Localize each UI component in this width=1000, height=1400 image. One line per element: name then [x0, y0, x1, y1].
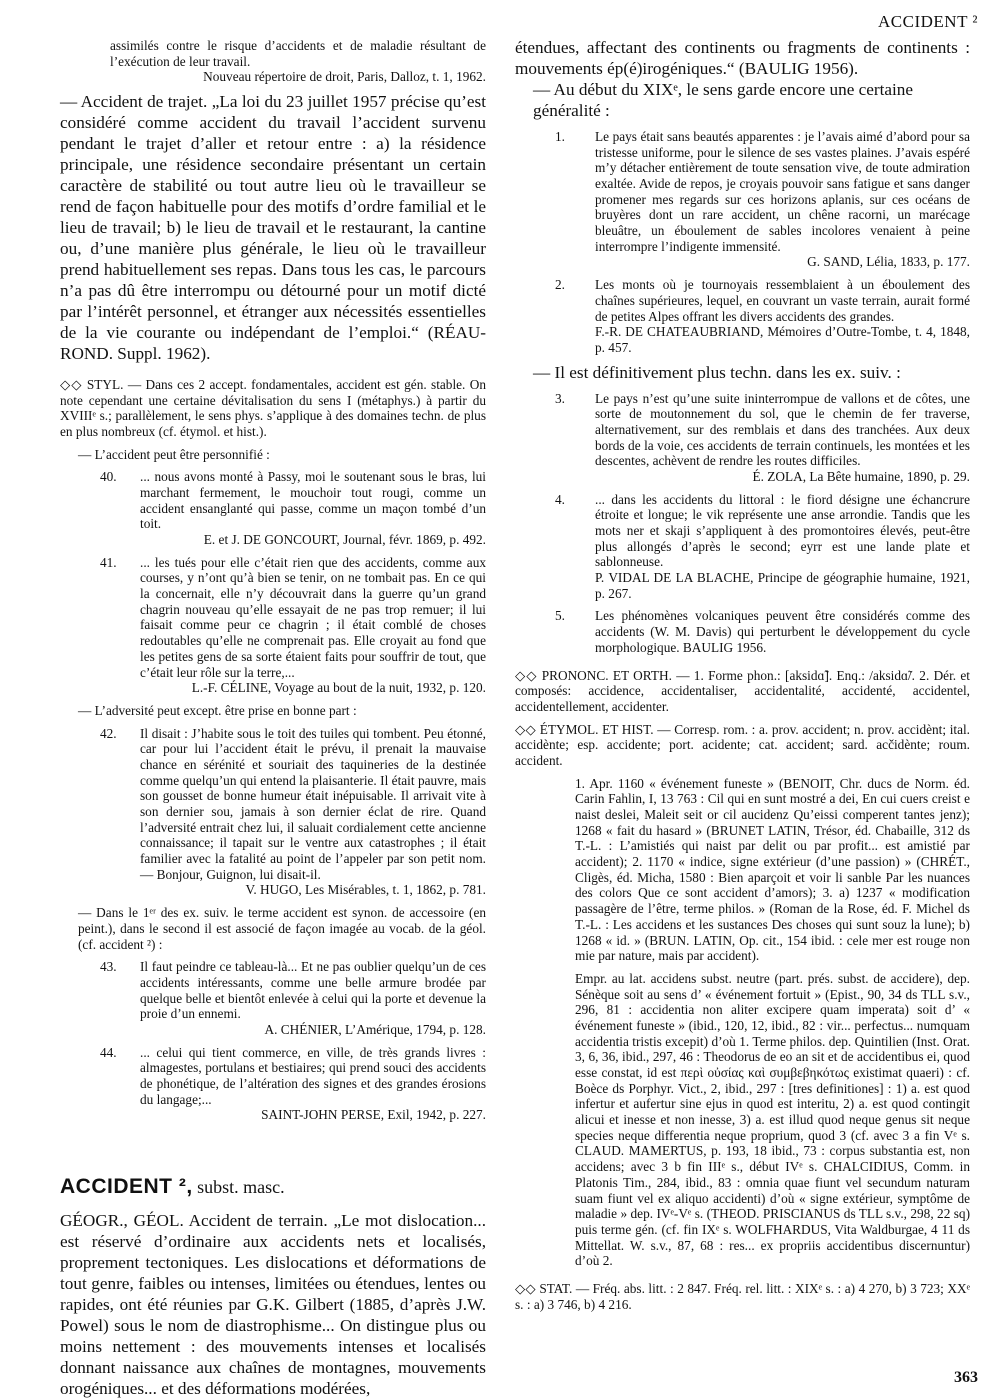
headword-title: ACCIDENT ²,: [60, 1175, 193, 1199]
example-text: Les monts où je tournoyais ressemblaient à un éboulement des chaînes supérieures, lequel, en couvrant un vaste terrain, aurait formé de petites Alpes offrant les divers accidents des grandes.: [595, 277, 970, 324]
sense-note: — L’accident peut être personnifié :: [78, 446, 270, 462]
citation-source: Nouveau répertoire de droit, Paris, Dalloz, t. 1, 1962.: [203, 69, 486, 85]
history-paragraph: 1. Apr. 1160 « événement funeste » (BENOIT, Chr. ducs de Norm. éd. Carin Fahlin, I, 13 763 : Cil qui en sunt mostré a dei, En cui cuers creist e naist deslei, Maleit seit or cil aucidenz Qu’eissi comperent tantes jenz); 1268 « fait du hasard » (BRUNET LATIN, Trésor, éd. Chabaille, 312 ds T.-L. : L’amistiés qui naist par delit ou par profit... est amistié par accident); 2. 1170 « indice, signe extérieur (d’une passion) » (CHRÉT., Cligès, éd. Micha, 1580 : Bien aparçoit et voir li sanble Par les nuances des colors Que ce sont accident d’amors); 3. a) 1237 « modification passagère de l’être, terme philos. » (Roman de la Rose, éd. F. Michel ds T.-L. : Les accidens et les sustances Des choses qui sunt souz la lune); b) 1268 « id. » (BRUN. LATIN, Op. cit., 154 ibid. : cele mer est rouge non mie par nature, mais par accident).: [575, 775, 970, 964]
example-43: [60, 959, 486, 1037]
example-text: Les phénomènes volcaniques peuvent être considérés comme des accidents (W. M. Davis) qui perturbent le développement du cycle morphologique. BAULIG 1956.: [595, 608, 970, 655]
example-4: [515, 492, 970, 602]
example-5: [515, 608, 970, 655]
example-number: 4.: [555, 491, 565, 507]
right-column: [515, 38, 970, 1312]
example-1: [515, 129, 970, 270]
example-text: ... nous avons monté à Passy, moi le soutenant sous le bras, lui marchant fermement, le mouchoir tout rougi, comme un accident ensanglanté qui passe, comme un maçon tombé d’un toit.: [140, 469, 486, 532]
sense-note: — Il est définitivement plus techn. dans les ex. suiv. :: [533, 362, 901, 382]
sense-note: — L’adversité peut except. être prise en bonne part :: [78, 702, 357, 718]
text-paragraph: étendues, affectant des continents ou fragments de continents : mouvements ép(é)irogéniques.“ (BAULIG 1956).: [515, 38, 970, 78]
example-text: Il disait : J’habite sous le toit des tuiles qui tombent. Peu étonné, car pour lui l’accident était le prévu, il prenait la mauvaise chance en sérénité et souriait des taquineries de la destinée comme quelqu’un qui entend la plaisanterie. Il était pauvre, mais son gousset de bonne humeur était inépuisable. Il arrivait vite à son dernier sou, jamais à son dernier éclat de rire. Quand l’adversité entrait chez lui, il saluait cordialement cette ancienne connaissance; il tapait sur le ventre aux catastrophes ; il était familier avec la fatalité au point de l’appeler par son petit nom. — Bonjour, Guignon, lui disait-il.: [140, 725, 486, 882]
example-text: ... dans les accidents du littoral : le fiord désigne une échancrure étroite et longue; le vik représente une anse arrondie. Tandis que les mots ner et skaji s’appliquent à des promontoires élevés, peut-être plus allongés d’après le second; eyrr est une lande plate et sablonneuse.: [595, 491, 970, 570]
citation-source: L.-F. CÉLINE, Voyage au bout de la nuit, 1932, p. 120.: [191, 680, 486, 696]
example-40: [60, 469, 486, 547]
example-text: Le pays était sans beautés apparentes : je l’avais aimé d’abord pour sa tristesse uniforme, pour le silence de ses vastes plaines. J’avais espéré m’y détacher entièrement de toute sensation vive, de toute admiration exaltée. Avide de repos, je croyais pouvoir sans fatigue et sans danger promener mes regards sur ces horizons aplanis, sur ces océans de bruyères dont un rare accident, un chêne racorni, un marécage bleuâtre, un éboulement de sables incolores venaient à peine interrompre l’indigente immensité.: [595, 128, 970, 254]
example-3: [515, 391, 970, 485]
left-column: [60, 38, 486, 1400]
citation-source: SAINT-JOHN PERSE, Exil, 1942, p. 227.: [261, 1107, 486, 1123]
styl-section: ◇◇ STYL. — Dans ces 2 accept. fondamentales, accident est gén. stable. On note cependant une certaine dévitalisation du sens I (métaphys.) à partir du XVIIIᵉ s.; parallèlement, le sens phys. s’applique à des domaines techn. de plus en plus nombreux (cf. étymol. et hist.).: [60, 376, 486, 439]
example-2: [515, 277, 970, 355]
example-number: 1.: [555, 128, 565, 144]
running-title: ACCIDENT ²: [878, 12, 978, 31]
stat-section: ◇◇ STAT. — Fréq. abs. litt. : 2 847. Fréq. rel. litt. : XIXᵉ s. : a) 4 270, b) 3 723; XXᵉ s. : a) 3 746, b) 4 216.: [515, 1280, 970, 1312]
citation-source: P. VIDAL DE LA BLACHE, Principe de géographie humaine, 1921, p. 267.: [595, 570, 970, 601]
text-paragraph: assimilés contre le risque d’accidents et de maladie résultant de l’exécution de leur travail.: [110, 38, 486, 69]
sense-note: — Au début du XIXᵉ, le sens garde encore une certaine généralité :: [533, 79, 914, 120]
citation-source: E. et J. DE GONCOURT, Journal, févr. 1869, p. 492.: [203, 532, 486, 548]
example-number: 44.: [100, 1044, 117, 1060]
history-paragraph: Empr. au lat. accidens subst. neutre (part. prés. subst. de accidere), dep. Sénèque soit au sens d’ « événement fortuit » (Epist., 90, 34 ds TLL s.v., 296, 81 : accidentia non aliter excipere quam imperata) soit d’ « événement funeste » (ibid., 120, 12, ibid., 82 : vir... perfectus... numquam accidentia tristis excepit) d’où 1. Terme philos. dep. Quintilien (Inst. Orat. 3, 6, 36, ibid., 297, 46 : Theodorus de eo an sit et de accidentibus ei, quod esse constat, id est περὶ οὐσίας καὶ συμβεβηκότως existimat quaeri) : cf. Boèce ds Porphyr. Vict., 2, ibid., 297 : [tres definitiones] : 1) a. est quod infertur et aufertur sine ejus in quod est interitu, 2) a. est quod contingit alicui et inesse et non inesse, 3) a. est illud quod neque genus sit neque species neque differentia neque proprium, quod 3 (cf. avec 3 a fin Vᵉ s. CLAUD. MAMERTUS, p. 193, 18 ibid., 73 : corpus substantia est, non accidens; avec 3 b fin IIIᵉ s., début IVᵉ s. CHALCIDIUS, Comm. in Platonis Tim., 284, ibid., 83 : omnia quae fiunt vel secundum naturam suam fiunt vel ex aliquo accidenti) d’où « signe extérieur, symptôme de maladie » dep. IVᵉ-Vᵉ s. (THEOD. PRISCIANUS ds TLL s.v., 298, 22 sq) puis terme gén. (cf. fin IXᵉ s. WOLFHARDUS, Vita Waldburgae, 4 11 ds Mittellat. W. s.v., 87, 68 : res... ex propriis accidentibus discernuntur) d’où 2.: [575, 970, 970, 1269]
example-number: 41.: [100, 554, 117, 570]
example-number: 2.: [555, 277, 565, 293]
prononc-section: ◇◇ PRONONC. ET ORTH. — 1. Forme phon.: [aksidɑ̃]. Enq.: /aksidɑ̃/. 2. Dér. et composés: accidence, accidentaliser, accidentalité, accidenté, accidentel, accidentellement, accidenter.: [515, 667, 970, 714]
sense-note: — Dans le 1ᵉʳ des ex. suiv. le terme accident est synon. de accessoire (en peint.), dans le second il est associé de façon imagée au vocab. de la géol. (cf. accident ²) :: [78, 905, 486, 952]
example-number: 40.: [100, 469, 117, 485]
citation-source: F.-R. DE CHATEAUBRIAND, Mémoires d’Outre-Tombe, t. 4, 1848, p. 457.: [595, 324, 970, 355]
page-number: 363: [954, 1369, 978, 1386]
example-number: 43.: [100, 959, 117, 975]
headword-grammar: subst. masc.: [192, 1177, 285, 1198]
example-number: 5.: [555, 608, 565, 624]
citation-source: V. HUGO, Les Misérables, t. 1, 1862, p. 781.: [245, 882, 486, 898]
example-number: 42.: [100, 725, 117, 741]
citation-source: É. ZOLA, La Bête humaine, 1890, p. 29.: [752, 468, 970, 484]
example-text: Il faut peindre ce tableau-là... Et ne pas oublier quelqu’un de ces accidents intéressants, comme une belle armure brodée par quelque belle et bientôt enlevée à celui qui la porte et devenue la proie d’un ennemi.: [140, 959, 486, 1022]
example-text: Le pays n’est qu’une suite ininterrompue de vallons et de côtes, une sorte de moutonnement du sol, que le chemin de fer traverse, alternativement, sur des remblais et dans des tranchées. Aux deux bords de la voie, ces accidents de terrain continuels, les montées et les descentes, achèvent de rendre les routes difficiles.: [595, 390, 970, 469]
entry-headword: [60, 1175, 486, 1199]
definition-paragraph: GÉOGR., GÉOL. Accident de terrain. „Le mot dislocation... est réservé d’ordinaire aux accidents nets et localisés, proprement tectoniques. Les dislocations et déformations de tout genre, faibles ou intenses, limitées ou étendues, lentes ou rapides, ont été réunies par G.K. Gilbert (1885, d’après J.W. Powel) sous le nom de diastrophisme... On distingue plus ou moins nettement : des mouvements intenses et localisés donnant naissance aux chaînes de montagnes, mouvements orogéniques... et des déformations modérées,: [60, 1211, 486, 1398]
example-44: [60, 1045, 486, 1123]
etymol-section: ◇◇ ÉTYMOL. ET HIST. — Corresp. rom. : a. prov. accident; n. prov. accidènt; ital. accidènte; esp. accidente; port. acidente; cat. accident; sard. acčidènte; roum. accident.: [515, 721, 970, 768]
example-text: ... les tués pour elle c’était rien que des accidents, comme aux courses, y n’ont qu’à bien se tenir, on ne tombait pas. En ce qui la concernait, elle n’y découvrait dans la guerre qu’un grand chagrin nouveau qu’elle essayait de ne pas trop remuer; il lui faisait comme peur ce chagrin ; il était comblé de choses redoutables qu’elle ne comprenait pas. Elle croyait au fond que les petites gens de sa sorte étaient faits pour souffrir de tout, que c’était leur rôle sur la terre,...: [140, 554, 486, 680]
example-42: [60, 726, 486, 899]
example-41: [60, 555, 486, 696]
text-paragraph: — Accident de trajet. „La loi du 23 juillet 1957 précise qu’est considéré comme accident du travail l’accident survenu pendant le trajet d’aller et retour entre : a) la résidence principale, une résidence secondaire présentant un certain caractère de stabilité ou tout autre lieu où le travailleur se rend de façon habituelle pour des motifs d’ordre familial et le lieu de travail; b) le lieu de travail et le restaurant, la cantine ou, d’une manière plus générale, le lieu où le travailleur prend habituellement ses repas. Dans tous les cas, le parcours n’a pas dû être interrompu ou détourné pour un motif dicté par l’intérêt personnel, et étranger aux nécessités essentielles de la vie courante ou indépendant de l’emploi.“ (RÉAU-ROND. Suppl. 1962).: [60, 92, 486, 363]
citation-source: G. SAND, Lélia, 1833, p. 177.: [807, 254, 970, 270]
example-text: ... celui qui tient commerce, en ville, de très grands livres : almagestes, portulans et bestiaires; qui prend souci des accidents de phonétique, de l’altération des signes et des grandes érosions du langage;...: [140, 1044, 486, 1107]
citation-source: A. CHÉNIER, L’Amérique, 1794, p. 128.: [264, 1021, 486, 1037]
example-number: 3.: [555, 390, 565, 406]
